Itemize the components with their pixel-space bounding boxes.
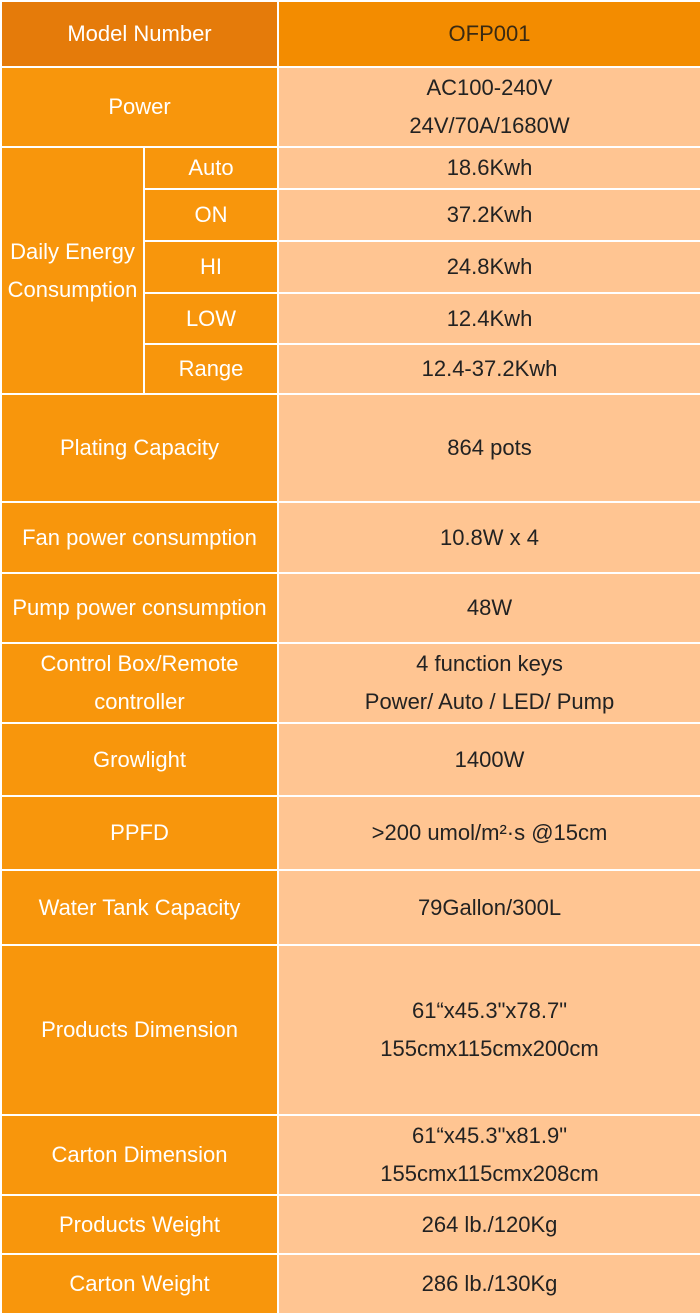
model-number-value: OFP001 xyxy=(278,1,700,67)
energy-value-range: 12.4-37.2Kwh xyxy=(278,344,700,394)
energy-value-hi: 24.8Kwh xyxy=(278,241,700,293)
fan-power-value: 10.8W x 4 xyxy=(278,502,700,573)
energy-value-on: 37.2Kwh xyxy=(278,189,700,241)
daily-energy-label xyxy=(1,147,144,394)
energy-value-auto: 18.6Kwh xyxy=(278,147,700,189)
daily-energy-label-line2: Consumption xyxy=(7,276,138,302)
water-tank-value: 79Gallon/300L xyxy=(278,870,700,945)
power-value-line2: 24V/70A/1680W xyxy=(409,113,570,138)
carton-weight-label: Carton Weight xyxy=(1,1254,278,1314)
row-model-number xyxy=(1,1,700,67)
water-tank-label: Water Tank Capacity xyxy=(1,870,278,945)
control-box-value-line2: Power/ Auto / LED/ Pump xyxy=(364,689,615,714)
row-carton-dimension xyxy=(1,1115,700,1195)
control-box-value xyxy=(278,643,700,723)
row-plating-capacity xyxy=(1,394,700,502)
energy-mode-range: Range xyxy=(144,344,278,394)
fan-power-label: Fan power consumption xyxy=(1,502,278,573)
energy-mode-auto: Auto xyxy=(144,147,278,189)
pump-power-value: 48W xyxy=(278,573,700,643)
energy-mode-on: ON xyxy=(144,189,278,241)
carton-dimension-value-line1: 61“x45.3"x81.9" xyxy=(411,1123,568,1148)
growlight-value: 1400W xyxy=(278,723,700,796)
control-box-label-line1: Control Box/Remote xyxy=(40,651,239,676)
ppfd-label: PPFD xyxy=(1,796,278,870)
products-weight-label: Products Weight xyxy=(1,1195,278,1254)
plating-capacity-label: Plating Capacity xyxy=(1,394,278,502)
growlight-label: Growlight xyxy=(1,723,278,796)
row-products-dimension xyxy=(1,945,700,1115)
row-pump-power xyxy=(1,573,700,643)
control-box-label xyxy=(1,643,278,723)
row-products-weight xyxy=(1,1195,700,1254)
energy-mode-low: LOW xyxy=(144,293,278,344)
plating-capacity-value: 864 pots xyxy=(278,394,700,502)
products-dimension-value-line1: 61“x45.3"x78.7" xyxy=(411,998,568,1023)
row-carton-weight xyxy=(1,1254,700,1314)
row-water-tank xyxy=(1,870,700,945)
carton-dimension-value-line2: 155cmx115cmx208cm xyxy=(380,1161,599,1186)
ppfd-value: >200 umol/m²·s @15cm xyxy=(278,796,700,870)
row-control-box xyxy=(1,643,700,723)
power-value xyxy=(278,67,700,147)
carton-dimension-label: Carton Dimension xyxy=(1,1115,278,1195)
energy-value-low: 12.4Kwh xyxy=(278,293,700,344)
products-dimension-value-line2: 155cmx115cmx200cm xyxy=(380,1036,599,1061)
carton-dimension-value xyxy=(278,1115,700,1195)
products-dimension-label: Products Dimension xyxy=(1,945,278,1115)
row-ppfd xyxy=(1,796,700,870)
pump-power-label: Pump power consumption xyxy=(1,573,278,643)
row-energy-auto xyxy=(1,147,700,189)
energy-mode-hi: HI xyxy=(144,241,278,293)
carton-weight-value: 286 lb./130Kg xyxy=(278,1254,700,1314)
row-growlight xyxy=(1,723,700,796)
products-weight-value: 264 lb./120Kg xyxy=(278,1195,700,1254)
products-dimension-value xyxy=(278,945,700,1115)
control-box-value-line1: 4 function keys xyxy=(416,651,563,676)
row-fan-power xyxy=(1,502,700,573)
row-power xyxy=(1,67,700,147)
daily-energy-label-line1: Daily Energy xyxy=(10,238,135,264)
power-label: Power xyxy=(1,67,278,147)
model-number-label: Model Number xyxy=(1,1,278,67)
control-box-label-line2: controller xyxy=(94,689,185,714)
power-value-line1: AC100-240V xyxy=(426,75,553,100)
